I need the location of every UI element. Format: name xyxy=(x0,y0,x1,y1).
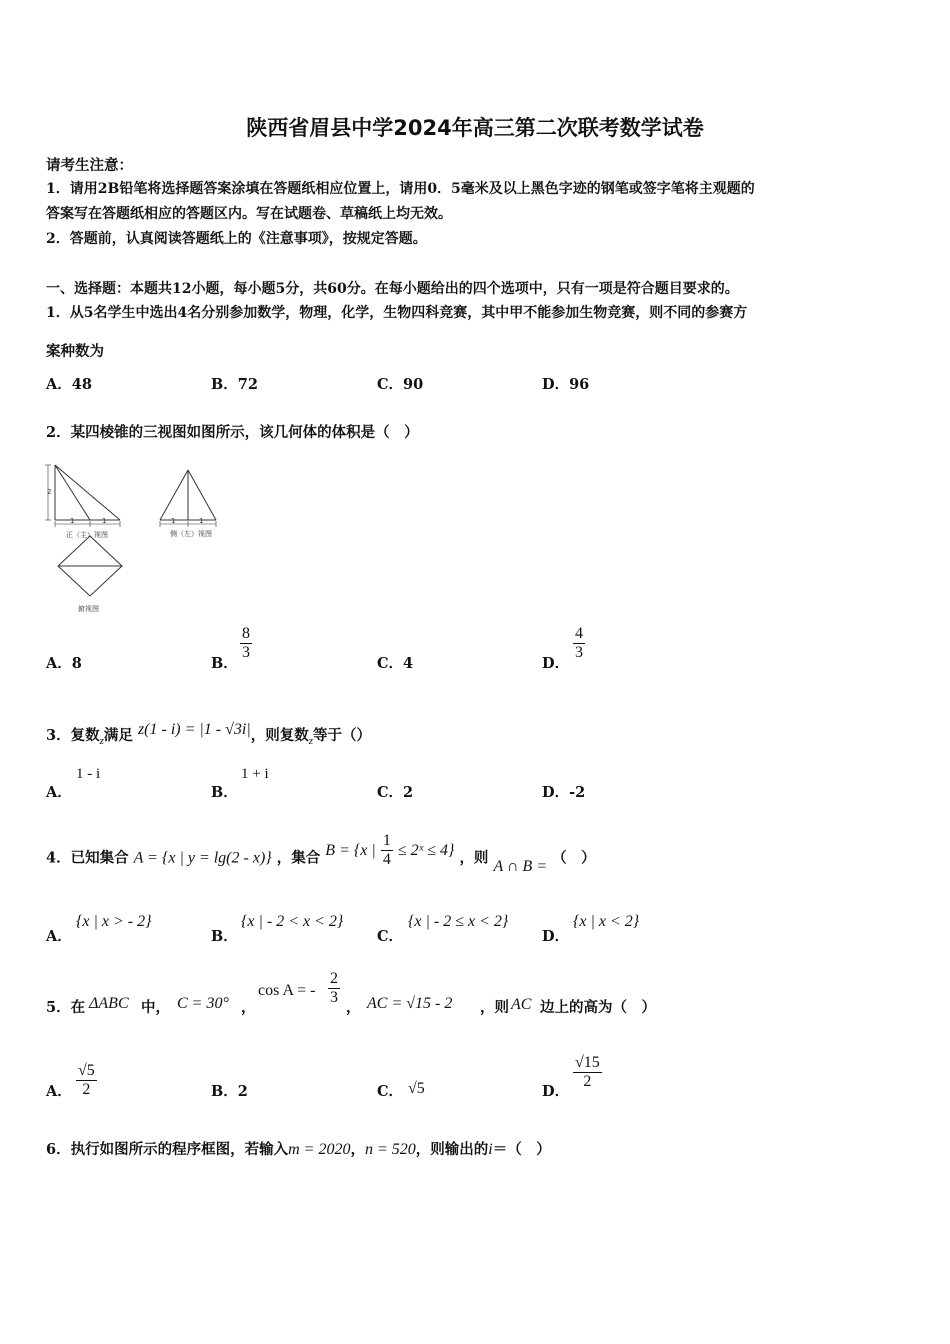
front-width-label-1: 1 xyxy=(70,517,75,525)
side-width-label-2: 1 xyxy=(199,517,204,525)
q5-ac-2: AC xyxy=(511,996,532,1013)
q3-option-b-label: B． xyxy=(211,784,238,801)
q5-suffix: 边上的高为（ ） xyxy=(540,999,656,1016)
q3-stem xyxy=(46,721,372,747)
q3-mid: 满足 xyxy=(103,727,133,744)
front-view xyxy=(45,465,120,527)
q3-equation: z(1 - i) = |1 - √3i| xyxy=(137,721,251,738)
q6-i: i xyxy=(488,1141,493,1158)
q4-set-b-denominator: 4 xyxy=(382,851,391,868)
q5-angle-c: C = 30° xyxy=(177,995,229,1012)
q5-option-a-numerator: √5 xyxy=(78,1062,95,1079)
side-width-label-1: 1 xyxy=(171,517,176,525)
q2-option-d-denominator: 3 xyxy=(575,644,583,661)
q5-sep: ， xyxy=(241,999,256,1016)
q3-z-2: z xyxy=(308,734,314,747)
q2-option-b-fraction xyxy=(240,625,252,662)
q5-option-a-label: A． xyxy=(46,1083,72,1100)
q4-set-b-right: ≤ 2ˣ ≤ 4} xyxy=(397,841,455,859)
q5-option-d-label: D． xyxy=(542,1083,570,1100)
q3-option-d: D．-2 xyxy=(542,784,586,801)
q5-mid2: ，则 xyxy=(480,999,509,1016)
notice-line-1a: 1．请用2B铅笔将选择题答案涂填在答题纸相应位置上，请用0．5毫米及以上黑色字迹的钢笔或签字笔将主观题的 xyxy=(46,181,755,197)
q2-option-d-label: D． xyxy=(542,655,570,672)
notice-line-1b: 答案写在答题纸相应的答题区内。写在试题卷、草稿纸上均无效。 xyxy=(46,206,452,222)
q6-n: n = 520 xyxy=(364,1141,416,1158)
q3-option-a-label: A． xyxy=(46,784,72,801)
q6-prefix: 6．执行如图所示的程序框图，若输入 xyxy=(46,1141,289,1158)
q5-option-a-fraction xyxy=(76,1062,97,1099)
q1-option-d: D．96 xyxy=(542,376,590,393)
q1-line-1: 1．从5名学生中选出4名分别参加数学，物理，化学，生物四科竞赛，其中甲不能参加生物竞赛，则不同的参赛方 xyxy=(46,305,748,321)
top-view-label: 俯视图 xyxy=(78,605,99,613)
q5-ac: AC = √15 - 2 xyxy=(367,995,453,1012)
front-width-label-2: 1 xyxy=(102,517,107,525)
q4-option-a-label: A． xyxy=(46,928,72,945)
q5-cos-numerator: 2 xyxy=(330,970,338,987)
q5-triangle: ΔABC xyxy=(89,995,129,1012)
q3-z: z xyxy=(99,734,104,747)
q5-option-d-denominator: 2 xyxy=(583,1073,592,1090)
q3-suffix: 等于（） xyxy=(313,727,372,744)
notice-line-2: 2．答题前，认真阅读答题纸上的《注意事项》，按规定答题。 xyxy=(46,231,427,247)
notice-heading: 请考生注意： xyxy=(46,157,133,174)
q6-stem xyxy=(46,1138,551,1159)
q5-option-c-label: C． xyxy=(377,1083,404,1100)
three-view-figure xyxy=(40,458,240,618)
q4-mid2: ，则 xyxy=(459,849,489,867)
q1-option-a: A．48 xyxy=(46,376,92,393)
q3-option-c: C．2 xyxy=(377,784,414,801)
q4-option-c-label: C． xyxy=(377,928,404,945)
q2-option-b-label: B． xyxy=(211,655,238,672)
side-view xyxy=(160,470,216,527)
q3-option-a-value: 1 - i xyxy=(76,766,101,782)
q4-mid: ，集合 xyxy=(276,849,321,867)
q5-mid: 中， xyxy=(141,999,170,1016)
top-view xyxy=(58,536,122,596)
q5-sep2: ， xyxy=(346,999,361,1016)
q2-option-a: A．8 xyxy=(46,655,82,672)
q2-option-b-numerator: 8 xyxy=(242,625,250,642)
q1-line-2: 案种数为 xyxy=(46,343,104,360)
q4-suffix: （ ） xyxy=(552,849,596,867)
q4-prefix: 4．已知集合 xyxy=(46,849,129,867)
q4-expression: A ∩ B = xyxy=(493,857,548,875)
front-view-label: 正（主）视图 xyxy=(66,531,108,539)
q4-set-b-fraction xyxy=(381,832,393,869)
q2-option-c: C．4 xyxy=(377,655,414,672)
q5-option-d-fraction xyxy=(573,1054,602,1091)
q5-option-b: B．2 xyxy=(211,1083,248,1100)
q5-option-c-value: √5 xyxy=(408,1080,425,1097)
q5-prefix: 5．在 xyxy=(46,999,86,1016)
q5-cos-denominator: 3 xyxy=(330,989,338,1006)
q4-option-a-value: {x | x > - 2} xyxy=(76,913,152,930)
q6-sep: ， xyxy=(350,1141,365,1158)
q4-set-b-numerator: 1 xyxy=(382,832,391,849)
q2-text: 2．某四棱锥的三视图如图所示，该几何体的体积是（ ） xyxy=(46,424,419,441)
q4-option-d-label: D． xyxy=(542,928,570,945)
side-view-label: 侧（左）视图 xyxy=(170,530,212,538)
q3-option-b-value: 1 + i xyxy=(241,766,269,782)
q4-option-c-value: {x | - 2 ≤ x < 2} xyxy=(408,913,509,930)
q5-option-d-numerator: √15 xyxy=(575,1054,600,1071)
q3-prefix: 3．复数 xyxy=(46,727,100,744)
q1-option-b: B．72 xyxy=(211,376,258,393)
q6-m: m = 2020 xyxy=(288,1141,351,1158)
q3-mid2: ，则复数 xyxy=(250,727,309,744)
q4-stem xyxy=(46,832,596,877)
q1-option-c: C．90 xyxy=(377,376,424,393)
q4-option-b-value: {x | - 2 < x < 2} xyxy=(241,913,344,930)
q4-option-d-value: {x | x < 2} xyxy=(573,913,640,930)
q4-set-a: A = {x | y = lg(2 - x)} xyxy=(133,849,272,867)
q5-cos-fraction xyxy=(328,970,340,1007)
q4-option-b-label: B． xyxy=(211,928,238,945)
q2-option-d-fraction xyxy=(573,625,585,662)
page-title: 陕西省眉县中学2024年高三第二次联考数学试卷 xyxy=(246,116,704,140)
q5-cos-left: cos A = - xyxy=(258,982,316,999)
q6-suffix: ＝（ ） xyxy=(492,1141,551,1158)
q4-set-b-left: B = {x | xyxy=(325,841,376,859)
q2-option-d-numerator: 4 xyxy=(575,625,583,642)
q2-option-b-denominator: 3 xyxy=(242,644,250,661)
front-height-label: 2 xyxy=(47,488,52,496)
q5-option-a-denominator: 2 xyxy=(82,1081,91,1098)
q6-mid: ，则输出的 xyxy=(415,1141,489,1158)
section-heading: 一、选择题：本题共12小题，每小题5分，共60分。在每小题给出的四个选项中，只有一项是符合题目要求的。 xyxy=(46,281,739,297)
